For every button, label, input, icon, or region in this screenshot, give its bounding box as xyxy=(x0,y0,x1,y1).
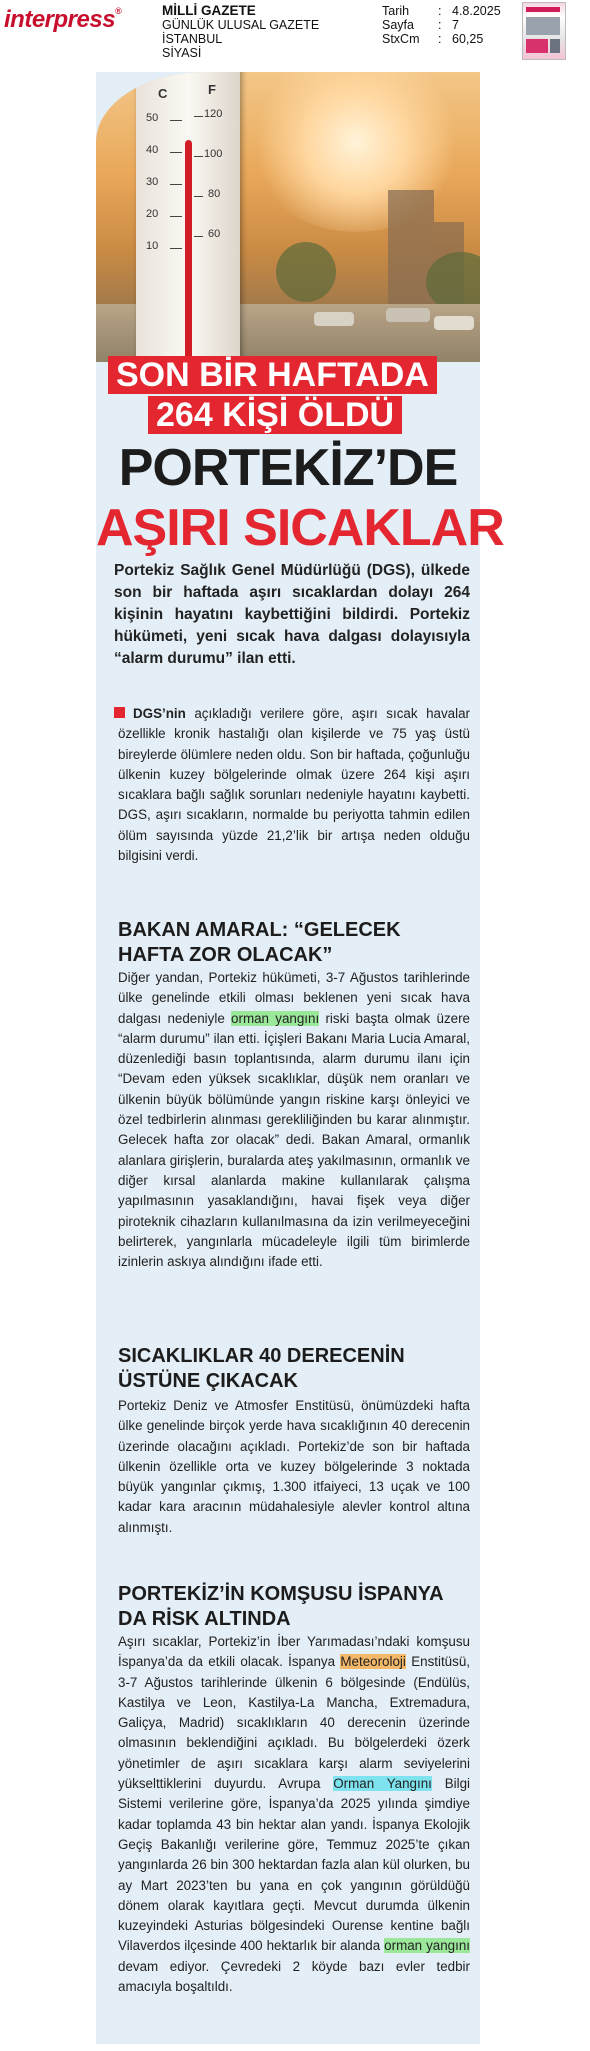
paragraph-4 xyxy=(118,1632,470,1997)
clipping-header xyxy=(0,0,590,70)
paragraph-4-text: Bilgi Sistemi verilerine göre, İspanya’da 2025 yılında şimdiye kadar toplamda 43 bin hektar alan yandı. İspanya Ekolojik Geçiş Bakanlığı verilerine göre, Temmuz 2025’te çıkan yangınlarda 26 bin 300 hektardan fazla alan kül olurken, bu ay Mart 2023’ten bu yana en çok yangının görüldüğü dönem olarak kayıtlara geçti. Mevcut durumda ülkenin kuzeyindeki Asturias bölgesindeki Ourense kentine bağlı Vilaverdos ilçesinde 400 hektarlık bir alanda xyxy=(118,1776,470,1954)
stxcm-value: 60,25 xyxy=(452,32,484,46)
thermometer-photo xyxy=(96,72,480,362)
paragraph-1-lead-word: DGS’nin xyxy=(133,706,186,721)
f-scale-label: 120 xyxy=(204,108,223,120)
c-scale-label: 40 xyxy=(146,144,159,156)
paragraph-3: Portekiz Deniz ve Atmosfer Enstitüsü, önümüzdeki hafta ülke genelinde birçok yerde hava sıcaklığının 40 derecenin üzerinde olacağını açıkladı. Portekiz’de son bir haftada ülkenin özellikle orta ve kuzey bölgelerinde 3 noktada büyük yangınlar çıkmış, 1.300 itfaiyeci, 13 uçak ve 100 kadar kara aracının müdahalesiyle alevler kontrol altına alınmıştı. xyxy=(118,1398,470,1535)
paragraph-4-text: devam ediyor. Çevredeki 2 köyde bazı evler tedbir amacıyla boşaltıldı. xyxy=(118,1958,470,1995)
kicker-line-2: 264 KİŞİ ÖLDÜ xyxy=(148,396,402,434)
paragraph-4-text: Enstitüsü, 3-7 Ağustos tarihlerinde ülkenin 6 bölgesinde (Endülüs, Kastilya ve Leon, Kastilya-La Mancha, Extremadura, Galiçya, Madrid) sıcaklıkların 40 derecenin üzerinde olmasının beklendiğini açıkladı. Bu bölgelerdeki özerk yönetimler de aşırı sıcaklara karşı alarm seviyelerini yükselttiklerini duyurdu. Avrupa xyxy=(118,1654,470,1792)
c-scale-label: 10 xyxy=(146,240,159,252)
f-scale-label: 100 xyxy=(204,148,223,160)
paragraph-2-text: riski başta olmak üzere “alarm durumu” ilan etti. İçişleri Bakanı Maria Lucia Amaral, düzenlediği basın toplantısında, alarm durumu ilanı için “Devam eden yüksek sıcaklıklar, düşük nem oranları ve ülkenin büyük bölümünde yangın riskine karşı önleyici ve özel tedbirlerin alınması gerekliliğinden bu karar alınmıştır. Gelecek hafta zor olacak” dedi. Bakan Amaral, ormanlık alanlara girişlerin, buralarda ateş yakılmasının, ormanlık ve diğer kırsal alanlarda makine kullanılarak çalışma yapılmasının yasaklandığını, havai fişek veya diğer piroteknik cihazların kullanılmasına da izin verilmeyeceğini belirterek, yangınlarla mücadeleyle ilgili tüm birimlerde izinlerin askıya alındığını ifade etti. xyxy=(118,1010,471,1270)
highlight-orman-yangini: orman yangını xyxy=(231,1010,320,1026)
bullet-square-icon xyxy=(114,707,125,718)
headline-line-2: AŞIRI SICAKLAR xyxy=(96,499,504,557)
paragraph-1-text: açıkladığı verilere göre, aşırı sıcak havalar özellikle kronik hastalığı olan kişilerde ve 75 yaş üstü bireylerde ölümlere neden oldu. Son bir haftada, çoğunluğu ülkenin kuzey bölgelerinde olmak üzere 264 kişi aşırı sıcaklara bağlı sağlık sorunları nedeniyle hayatını kaybetti. DGS, aşırı sıcakların, normalde bu periyotta tahmin edilen ölüm sayısında yüzde 21,2’lik bir artışa neden olduğu bilgisini verdi. xyxy=(118,706,470,864)
subheading-1: BAKAN AMARAL: “GELECEK HAFTA ZOR OLACAK” xyxy=(118,919,401,966)
publication-info xyxy=(162,4,319,60)
clipping-meta: Tarih : 4.8.2025 Sayfa : 7 StxCm : 60,25 xyxy=(382,4,501,46)
c-scale-label: 30 xyxy=(146,176,159,188)
highlight-orman-yangini: orman yangını xyxy=(384,1938,470,1954)
highlight-orman-yangini-cyan: Orman Yangını xyxy=(333,1776,432,1792)
interpress-logo: interpress® xyxy=(4,6,122,33)
kicker-line-1: SON BİR HAFTADA xyxy=(108,356,437,394)
date-label: Tarih xyxy=(382,4,410,18)
subheading-3: PORTEKİZ’İN KOMŞUSU İSPANYA DA RİSK ALTINDA xyxy=(118,1583,443,1630)
stxcm-label: StxCm xyxy=(382,32,420,46)
f-scale-label: 60 xyxy=(208,228,221,240)
celsius-label: C xyxy=(158,86,168,101)
c-scale-label: 50 xyxy=(146,112,159,124)
publication-city: İSTANBUL xyxy=(162,32,223,46)
paragraph-2 xyxy=(118,968,470,1272)
date-value: 4.8.2025 xyxy=(452,4,501,18)
paragraph-2-text: Diğer yandan, Portekiz hükümeti, 3-7 Ağustos tarihlerinde ülke genelinde etkili olması beklenen yeni sıcak hava dalgası nedeniyle xyxy=(118,970,470,1026)
highlight-meteoroloji: Meteoroloji xyxy=(340,1654,406,1670)
page-thumbnail[interactable] xyxy=(522,2,566,60)
article-lead: Portekiz Sağlık Genel Müdürlüğü (DGS), ülkede son bir haftada aşırı sıcaklardan dolayı 264 kişinin hayatını kaybettiğini bildirdi. Portekiz hükümeti, yeni sıcak hava dalgası dolayısıyla “alarm durumu” ilan etti. xyxy=(114,562,470,667)
publication-type: GÜNLÜK ULUSAL GAZETE xyxy=(162,18,320,32)
c-scale-label: 20 xyxy=(146,208,159,220)
f-scale-label: 80 xyxy=(208,188,221,200)
page-value: 7 xyxy=(452,18,459,32)
fahrenheit-label: F xyxy=(208,82,216,97)
publication-name: MİLLİ GAZETE xyxy=(162,3,256,18)
paragraph-1 xyxy=(118,704,470,866)
paragraph-4-text: Aşırı sıcaklar, Portekiz’in İber Yarımadası’ndaki komşusu İspanya’da da etkili olacak. İspanya xyxy=(118,1634,470,1670)
thermometer-icon xyxy=(136,72,240,362)
publication-category: SİYASİ xyxy=(162,46,202,60)
page-label: Sayfa xyxy=(382,18,414,32)
subheading-2: SICAKLIKLAR 40 DERECENİN ÜSTÜNE ÇIKACAK xyxy=(118,1345,405,1392)
headline-line-1: PORTEKİZ’DE xyxy=(118,439,458,497)
